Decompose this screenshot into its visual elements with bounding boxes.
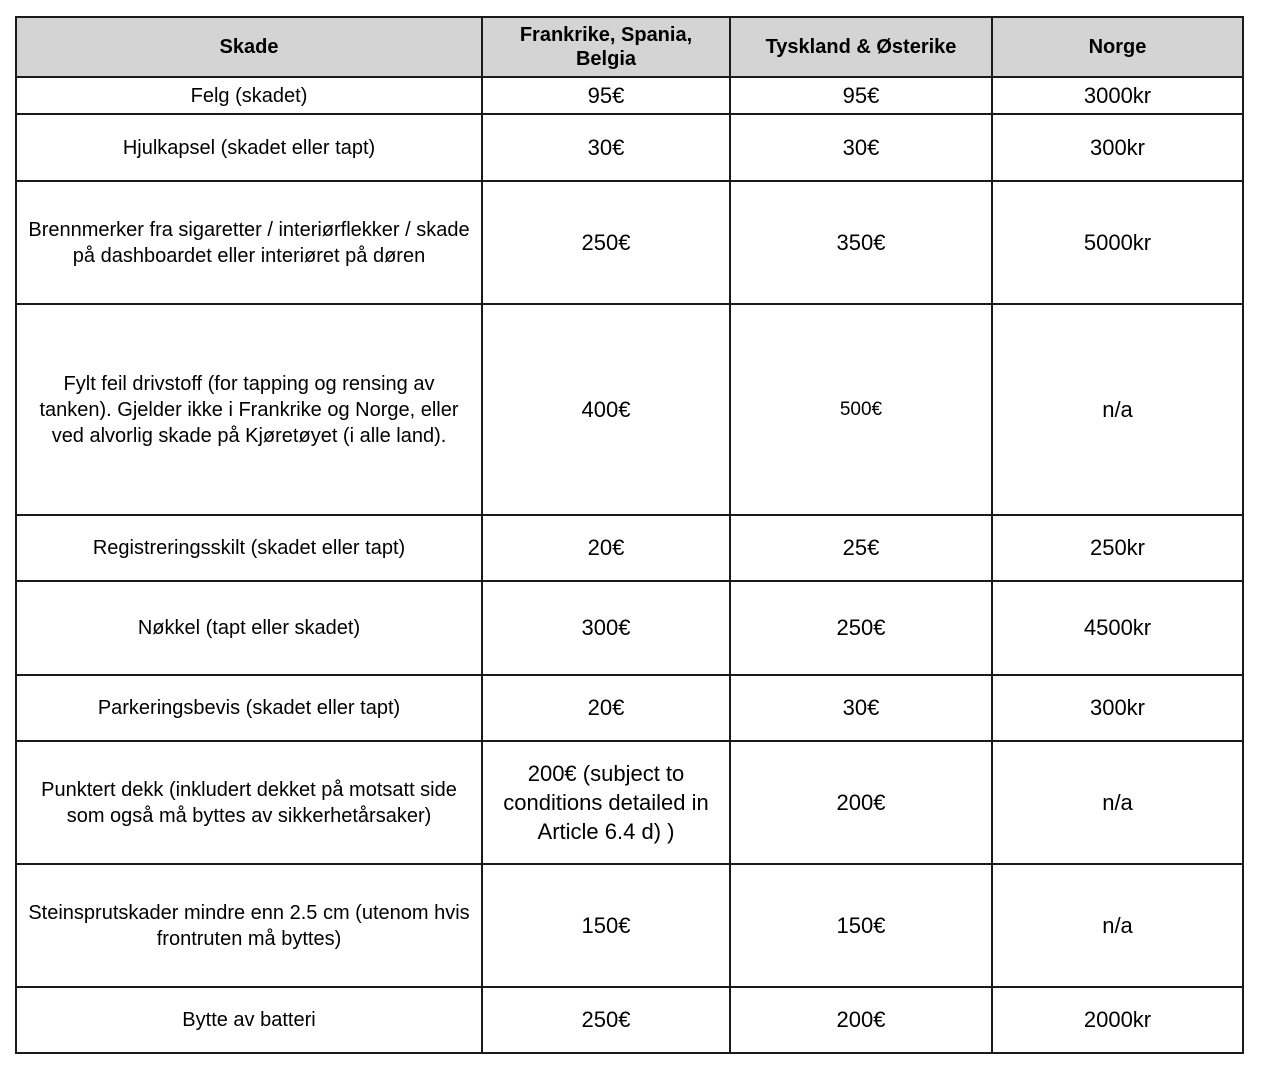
table-header-row [16, 17, 1243, 77]
header-germany-austria: Tyskland & Østerike [730, 17, 992, 77]
damage-cell: Hjulkapsel (skadet eller tapt) [16, 114, 482, 181]
table-row [16, 581, 1243, 675]
price-fr-es-be: 20€ [482, 675, 730, 741]
price-de-at: 200€ [730, 741, 992, 864]
header-france-spain-belgium: Frankrike, Spania, Belgia [482, 17, 730, 77]
damage-cell: Punktert dekk (inkludert dekket på motsatt side som også må byttes av sikkerhetårsaker) [16, 741, 482, 864]
price-fr-es-be: 250€ [482, 987, 730, 1053]
damage-cell: Felg (skadet) [16, 77, 482, 114]
price-fr-es-be: 300€ [482, 581, 730, 675]
price-de-at: 150€ [730, 864, 992, 987]
table-row [16, 77, 1243, 114]
table-row [16, 675, 1243, 741]
price-no: 250kr [992, 515, 1243, 581]
price-de-at: 95€ [730, 77, 992, 114]
price-de-at: 350€ [730, 181, 992, 304]
price-no: n/a [992, 304, 1243, 515]
price-de-at: 30€ [730, 114, 992, 181]
table-row [16, 304, 1243, 515]
damage-cell: Bytte av batteri [16, 987, 482, 1053]
table-row [16, 864, 1243, 987]
price-no: n/a [992, 741, 1243, 864]
header-norway: Norge [992, 17, 1243, 77]
price-fr-es-be: 200€ (subject to conditions detailed in Article 6.4 d) ) [482, 741, 730, 864]
table-row [16, 741, 1243, 864]
table-row [16, 987, 1243, 1053]
damage-cell: Fylt feil drivstoff (for tapping og rensing av tanken). Gjelder ikke i Frankrike og Norge, eller ved alvorlig skade på Kjøretøyet (i alle land). [16, 304, 482, 515]
price-fr-es-be: 95€ [482, 77, 730, 114]
price-no: 4500kr [992, 581, 1243, 675]
price-fr-es-be: 400€ [482, 304, 730, 515]
price-fr-es-be: 30€ [482, 114, 730, 181]
damage-cell: Registreringsskilt (skadet eller tapt) [16, 515, 482, 581]
table-row [16, 181, 1243, 304]
damage-cell: Brennmerker fra sigaretter / interiørflekker / skade på dashboardet eller interiøret på døren [16, 181, 482, 304]
damage-cell: Parkeringsbevis (skadet eller tapt) [16, 675, 482, 741]
price-de-at: 30€ [730, 675, 992, 741]
price-no: 5000kr [992, 181, 1243, 304]
price-fr-es-be: 250€ [482, 181, 730, 304]
header-damage: Skade [16, 17, 482, 77]
price-no: 2000kr [992, 987, 1243, 1053]
table-row [16, 515, 1243, 581]
price-no: 300kr [992, 675, 1243, 741]
damage-cell: Steinsprutskader mindre enn 2.5 cm (utenom hvis frontruten må byttes) [16, 864, 482, 987]
price-de-at: 200€ [730, 987, 992, 1053]
price-fr-es-be: 150€ [482, 864, 730, 987]
price-no: 300kr [992, 114, 1243, 181]
price-de-at: 25€ [730, 515, 992, 581]
price-fr-es-be: 20€ [482, 515, 730, 581]
price-de-at: 250€ [730, 581, 992, 675]
damage-fee-table [15, 16, 1244, 1054]
damage-cell: Nøkkel (tapt eller skadet) [16, 581, 482, 675]
table-row [16, 114, 1243, 181]
price-no: n/a [992, 864, 1243, 987]
price-no: 3000kr [992, 77, 1243, 114]
price-de-at: 500€ [730, 304, 992, 515]
